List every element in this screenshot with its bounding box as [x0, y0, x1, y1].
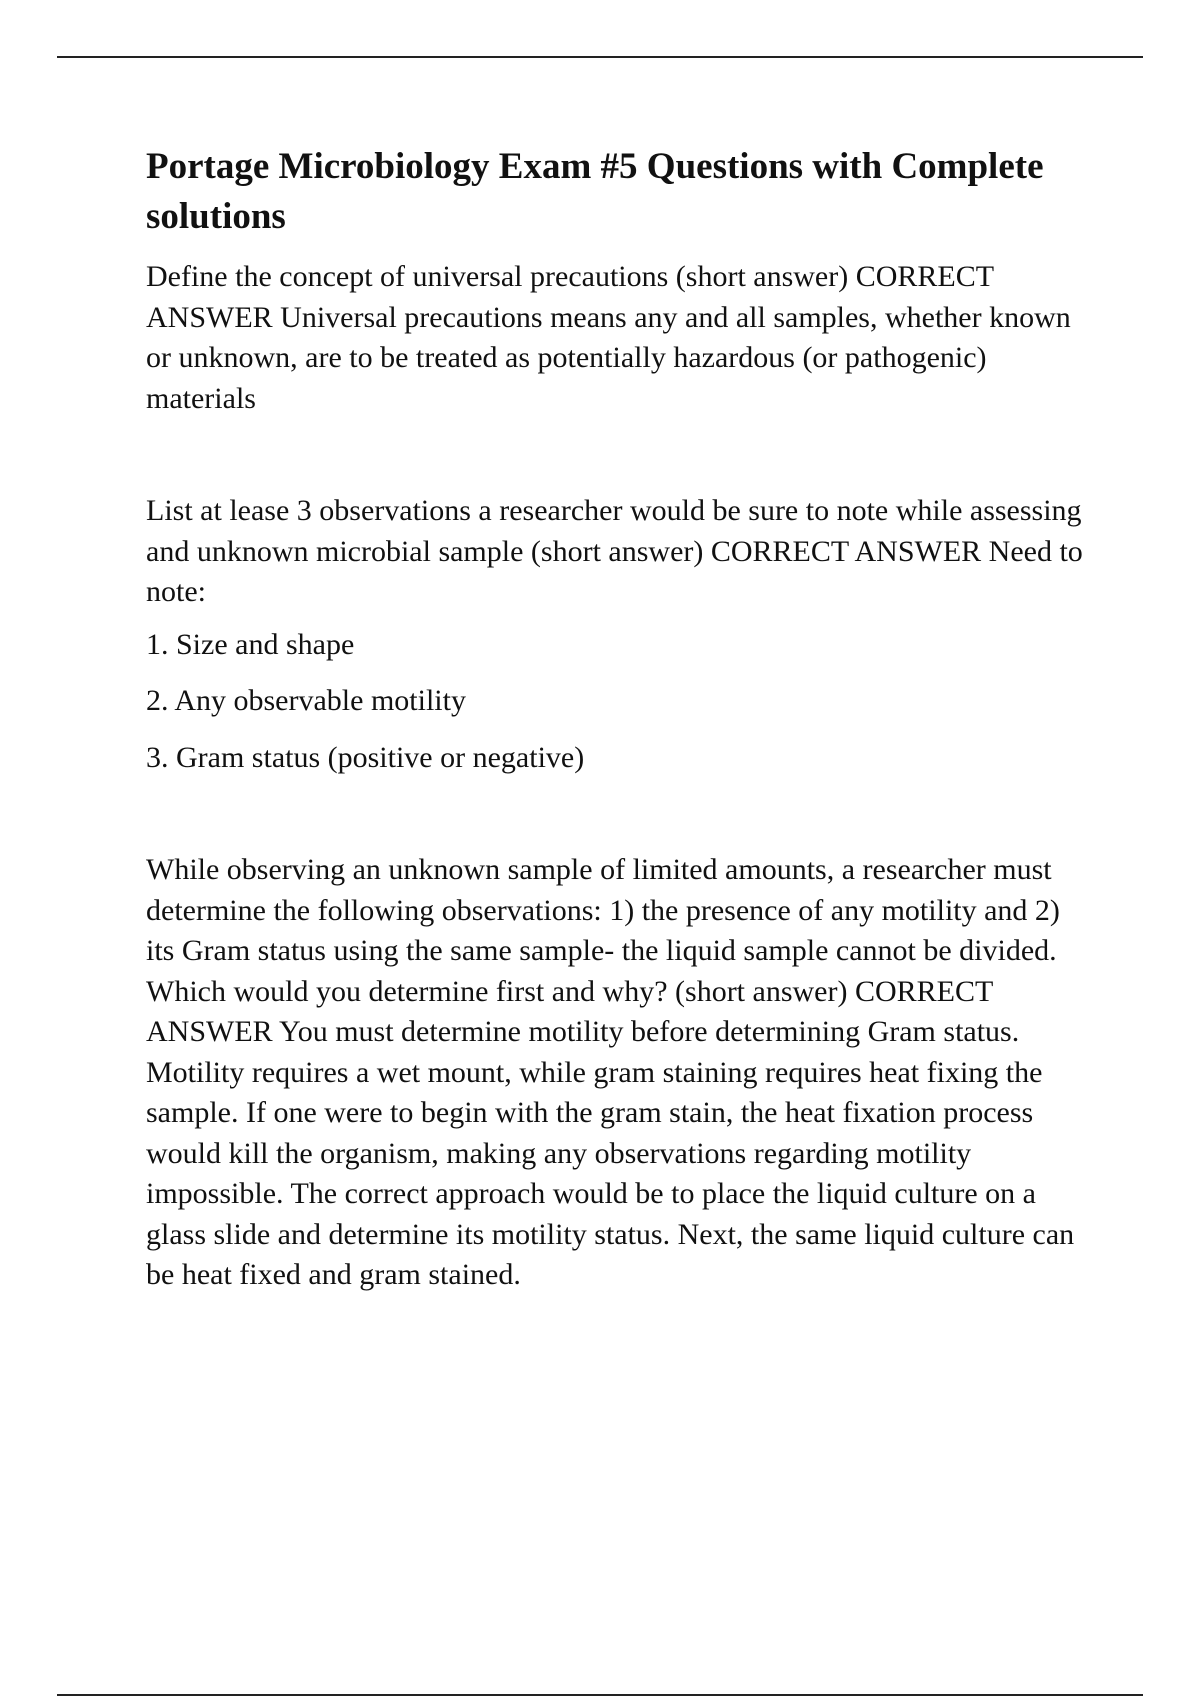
list-item: 3. Gram status (positive or negative) — [146, 740, 585, 774]
document-title: Portage Microbiology Exam #5 Questions with Complete solutions — [146, 146, 1044, 237]
bottom-rule — [57, 1694, 1143, 1696]
top-rule — [57, 56, 1143, 58]
question-3: While observing an unknown sample of limited amounts, a researcher must determine the following observations: 1) the presence of any motility and 2) its Gram status using the same sample- the liquid sample cannot be divided. Which would you determine first and why? (short answer) CORRECT ANSWER You must determine motility before determining Gram status. Motility requires a wet mount, while gram staining requires heat fixing the sample. If one were to begin with the gram stain, the heat fixation process would kill the organism, making any observations regarding motility impossible. The correct approach would be to place the liquid culture on a glass slide and determine its motility status. Next, the same liquid culture can be heat fixed and gram stained. — [146, 853, 1075, 1291]
question-2: List at lease 3 observations a researcher would be sure to note while assessing and unknown microbial sample (short answer) CORRECT ANSWER Need to note: — [146, 494, 1083, 608]
spacer — [146, 794, 1091, 850]
observations-list — [146, 625, 1091, 779]
document-body — [146, 142, 1091, 1296]
question-1: Define the concept of universal precautions (short answer) CORRECT ANSWER Universal precautions means any and all samples, whether known or unknown, are to be treated as potentially hazardous (or pathogenic) materials — [146, 260, 1071, 415]
list-item: 1. Size and shape — [146, 627, 355, 661]
list-item: 2. Any observable motility — [146, 684, 466, 717]
spacer — [146, 419, 1091, 491]
